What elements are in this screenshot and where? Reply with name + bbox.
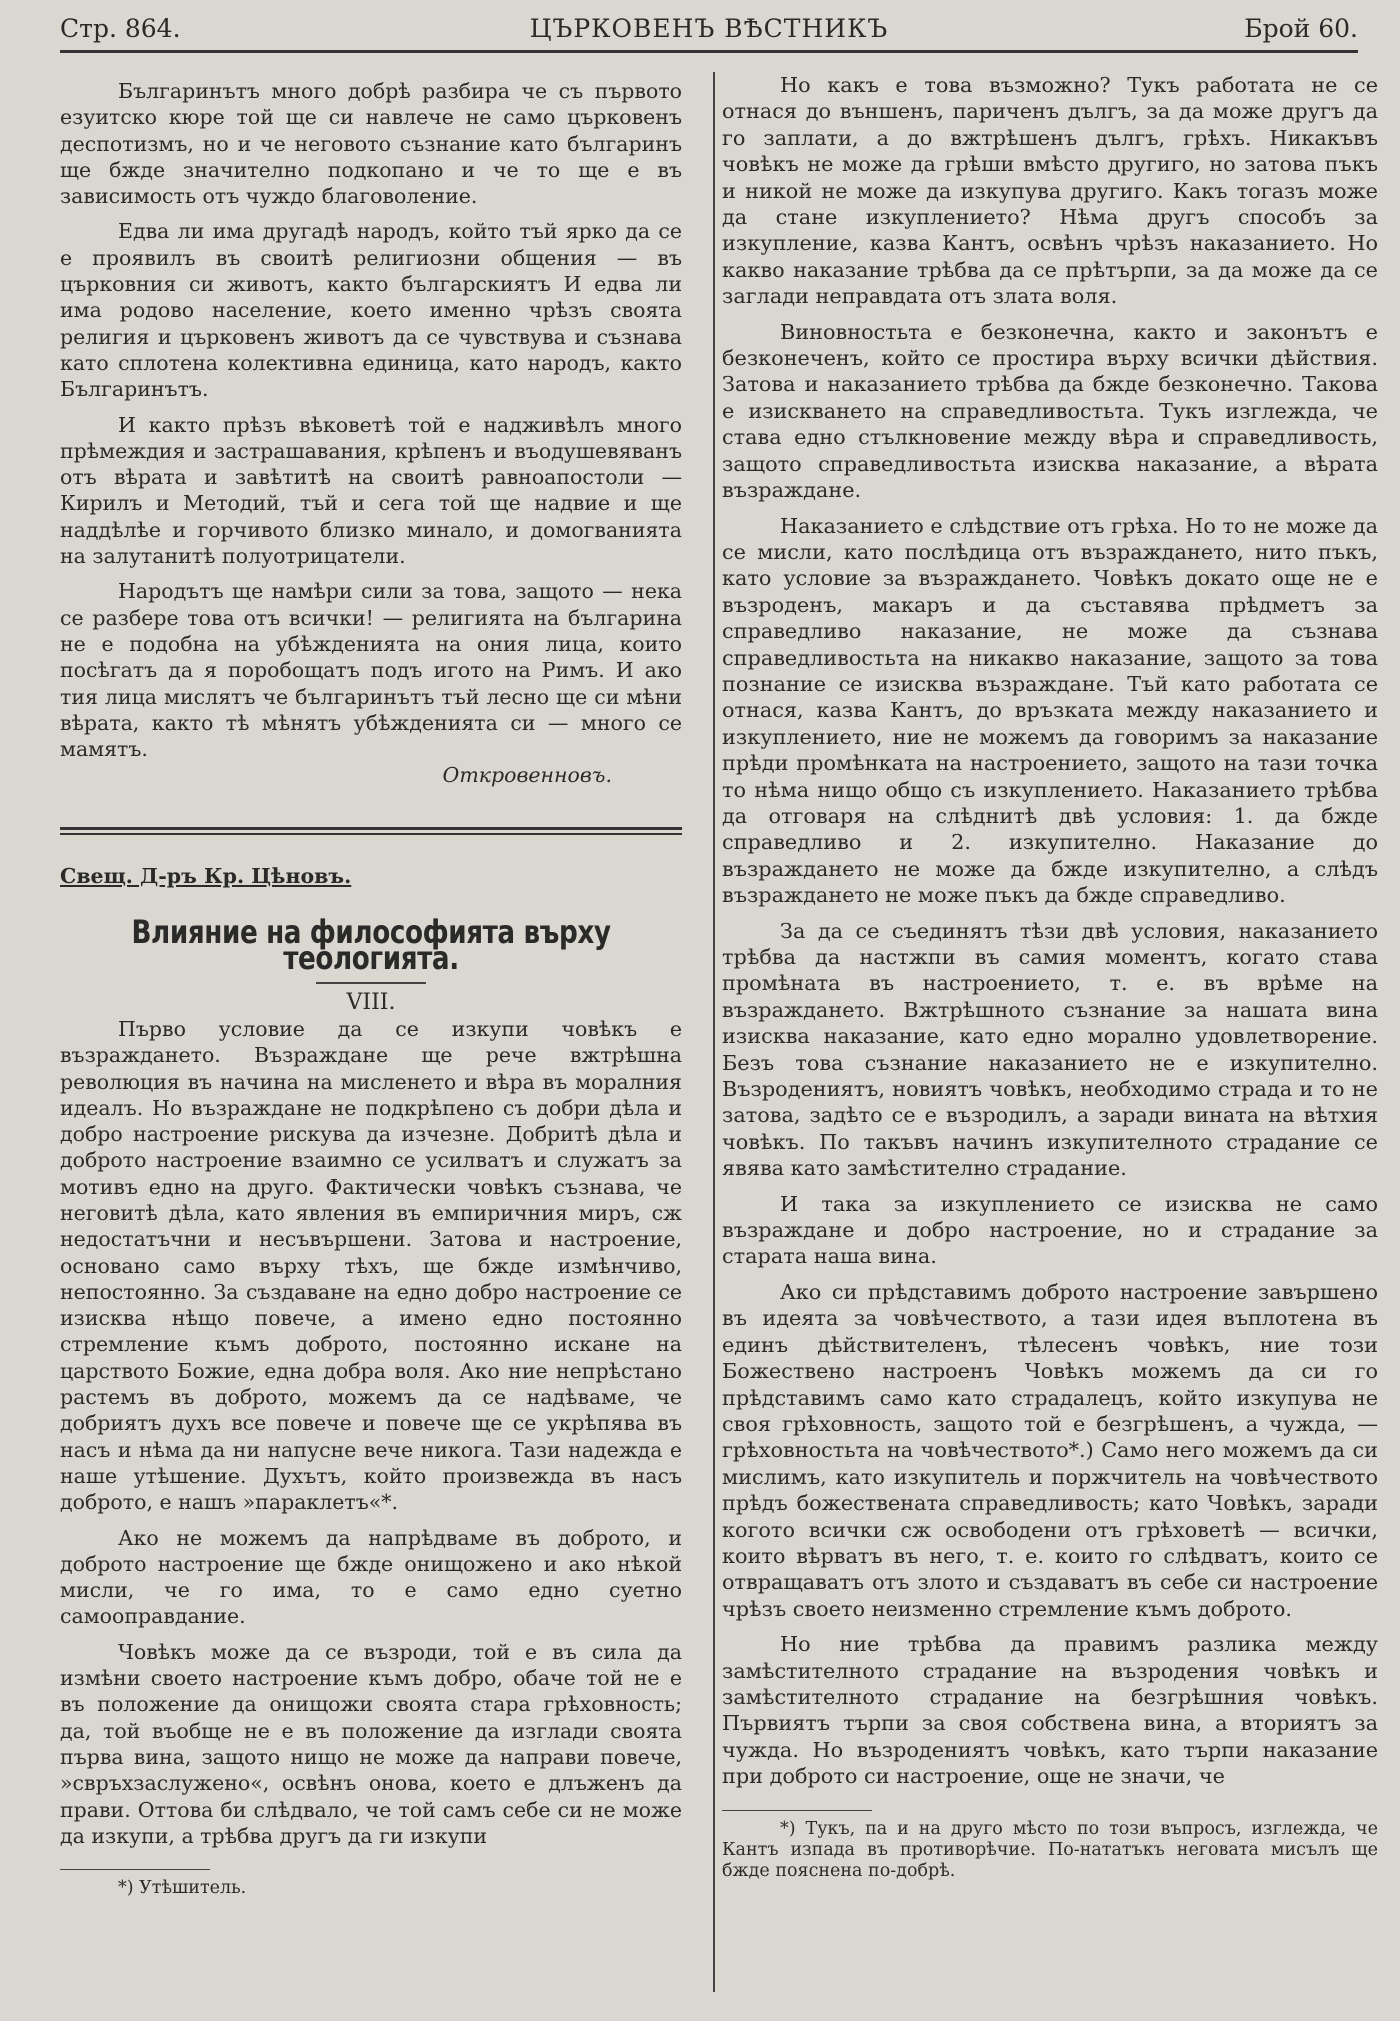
paragraph: Народътъ ще намѣри сили за това, защото — нека се разбере това отъ всички! — религията на българина не е подобна на убѣжденията на ония лица, които посѣгатъ да я поробощатъ подъ игото на Римъ. И ако тия лица мислятъ че българинътъ тъй лесно ще си мѣни вѣрата, както тѣ мѣнятъ убѣжденията си — много се мамятъ.: [60, 579, 682, 762]
paragraph: Но ние трѣбва да правимъ разлика между замѣстителното страдание на възродения човѣкъ и замѣстителното страдание на безгрѣшния човѣкъ. Първиятъ търпи за своя собствена вина, а вториятъ за чужда. Но възродениятъ човѣкъ, като търпи наказание при доброто си настроение, още не значи, че: [722, 1632, 1378, 1789]
paragraph: Ако си прѣдставимъ доброто настроение завършено въ идеята за човѣчеството, а тази идея въплотена въ единъ дѣйствителенъ, тѣлесенъ човѣкъ, ние този Божествено настроенъ Човѣкъ можемъ да си го прѣдставимъ само като страдалецъ, който изкупува не своя грѣховность, защото той е безгрѣшенъ, а чужда, — грѣховностьта на човѣчеството*.) Само него можемъ да си мислимъ, като изкупитель и поржчитель на човѣчеството прѣдъ божествената справедливость; като Човѣкъ, заради когото всички сж освободени отъ грѣховетѣ — всички, които вѣрватъ въ него, т. е. които го слѣдватъ, които се отвращаватъ отъ злото и създаватъ въ себе си настроение чрѣзъ своето неизменно стремление къмъ доброто.: [722, 1279, 1378, 1621]
paragraph: И както прѣзъ вѣковетѣ той е надживѣлъ много прѣмеждия и застрашавания, крѣпенъ и въодушевяванъ отъ вѣрата и завѣтитѣ на своитѣ равноапостоли — Кирилъ и Методий, тъй и сега той ще надвие и ще наддѣлѣе и горчивото близко минало, и домогванията на залутанитѣ полуотрицатели.: [60, 412, 682, 569]
part-number: VIII.: [346, 989, 396, 1015]
paragraph: Едва ли има другадѣ народъ, който тъй ярко да се е проявилъ въ своитѣ религиозни общения — въ църковния си животъ, както българскиятъ И едва ли има родово население, което именно чрѣзъ своята религия и църковенъ животъ да се чувствува и съзнава като сплотена колективна единица, като народъ, както Българинътъ.: [60, 219, 682, 402]
footnote: *) Утѣшитель.: [118, 1878, 247, 1899]
article-title: Влияние на философията върху теологията.: [131, 913, 611, 978]
left-column: [60, 78, 682, 1899]
paragraph: Човѣкъ може да се възроди, той е въ сила да измѣни своето настроение къмъ добро, обаче той не е въ положение да онищожи своята стара грѣховность; да, той въобще не е въ положение да изглади своята първа вина, защото нищо не може да направи повече, »свръхзаслужено«, освѣнъ онова, което е длъженъ да прави. Оттова би слѣдвало, че той самъ себе си не може да изкупи, а трѣбва другъ да ги изкупи: [60, 1639, 682, 1848]
article-author: Свещ. Д-ръ Кр. Цѣновъ.: [60, 863, 352, 888]
paragraph: Наказанието е слѣдствие отъ грѣха. Но то не може да се мисли, като послѣдица отъ възраждането, нито пъкъ, като условие за възраждането. Човѣкъ докато още не е възроденъ, макаръ и да съставява прѣдметъ за справедливо наказание, не може да съзнава справедливостьта на никакво наказание, защото за това познание се изисква възраждане. Тъй като работата се отнася, казва Кантъ, до връзката между наказанието и изкуплението, ние не можемъ да говоримъ за наказание прѣди промѣнката на настроението, защото на тази точка то нѣма нищо общо съ изкуплението. Наказанието трѣбва да отговаря на слѣднитѣ двѣ условия: 1. да бжде справедливо и 2. изкупително. Наказание до възраждането не може да бжде изкупително, а слѣдъ възраждането не може пъкъ да бжде справедливо.: [722, 513, 1378, 908]
right-column: [722, 72, 1378, 1882]
footnote: *) Тукъ, па и на друго мѣсто по този въпросъ, изглежда, че Кантъ изпада въ противорѣчие. По-нататъкъ неговата мисълъ ще бжде пояснена по-добрѣ.: [722, 1818, 1378, 1881]
paragraph: И така за изкуплението се изисква не само възраждане и добро настроение, но и страдание за старата наша вина.: [722, 1191, 1378, 1269]
title-underline: [316, 982, 426, 984]
paragraph: За да се съединятъ тѣзи двѣ условия, наказанието трѣбва да настжпи въ самия моментъ, когато става промѣната въ настроението, т. е. въ врѣме на възраждането. Вжтрѣшното съзнание за нашата вина изисква наказание, като едно морално удовлетворение. Безъ това съзнание наказанието не е изкупително. Възродениятъ, новиятъ човѣкъ, необходимо страда и то не затова, задѣто се е възродилъ, а заради вината на вѣтхия човѣкъ. По такъвъ начинъ изкупителното страдание се явява като замѣстително страдание.: [722, 918, 1378, 1181]
article-signature: Откровенновъ.: [442, 763, 612, 788]
issue-number: Брой 60.: [1244, 14, 1358, 43]
paragraph: Ако не можемъ да напрѣдваме въ доброто, и доброто настроение ще бжде онищожено и ако нѣкой мисли, че го има, то е само едно суетно самооправдание.: [60, 1525, 682, 1629]
paragraph: Българинътъ много добрѣ разбира че съ първото езуитско кюре той ще си навлече не само църковенъ деспотизмъ, но и че неговото съзнание като българинъ ще бжде значително подкопано и че то ще е въ зависимость отъ чуждо благоволение.: [60, 79, 682, 209]
newspaper-title: ЦЪРКОВЕНЪ ВѢСТНИКЪ: [529, 14, 889, 43]
footnote-rule: [722, 1810, 872, 1811]
section-divider: [60, 827, 682, 835]
paragraph: Но какъ е това възможно? Тукъ работата не се отнася до външенъ, париченъ дългъ, за да може другъ да го заплати, а до вжтрѣшенъ дългъ, грѣхъ. Никакъвъ човѣкъ не може да грѣши вмѣсто другиго, но затова пъкъ и никой не може да изкупува другиго. Какъ тогазъ може да стане изкуплението? Нѣма другъ способъ за изкупление, казва Кантъ, освѣнъ чрѣзъ наказанието. Но какво наказание трѣбва да се прѣтърпи, за да може да се заглади неправдата отъ злата воля.: [722, 73, 1378, 309]
paragraph: Първо условие да се изкупи човѣкъ е възраждането. Възраждане ще рече вжтрѣшна революция въ начина на мисленето и вѣра въ моралния идеалъ. Но възраждане не подкрѣпено съ добри дѣла и добро настроение рискува да изчезне. Добритѣ дѣла и доброто настроение взаимно се усилватъ и служатъ за мотивъ едно на друго. Фактически човѣкъ съзнава, че неговитѣ дѣла, като явления въ емпиричния миръ, сж недостатъчни и несъвършени. Затова и настроение, основано само върху тѣхъ, ще бжде измѣнчиво, непостоянно. За създаване на едно добро настроение се изисква нѣщо повече, а имено едно постоянно стремление къмъ доброто, постоянно искане на царството Божие, една добра воля. Ако ние непрѣстано растемъ въ доброто, можемъ да се надѣваме, че добриятъ духъ все повече и повече ще се укрѣпява въ насъ и нѣма да ни напусне вече никога. Тази надежда е наше утѣшение. Духътъ, който произвежда въ насъ доброто, е нашъ »параклетъ«*.: [60, 1016, 682, 1515]
footnote-rule: [60, 1869, 210, 1870]
page-header: [60, 10, 1358, 53]
column-divider: [713, 72, 715, 1992]
page-number: Стр. 864.: [60, 14, 181, 43]
paragraph: Виновностьта е безконечна, както и законътъ е безконеченъ, който се простира върху всички дѣйствия. Затова и наказанието трѣбва да бжде безконечно. Такова е изискването на справедливостьта. Тукъ изглежда, че става едно стълкновение между вѣра и справедливость, защото справедливостьта изисква наказание, а вѣрата възраждане.: [722, 319, 1378, 503]
